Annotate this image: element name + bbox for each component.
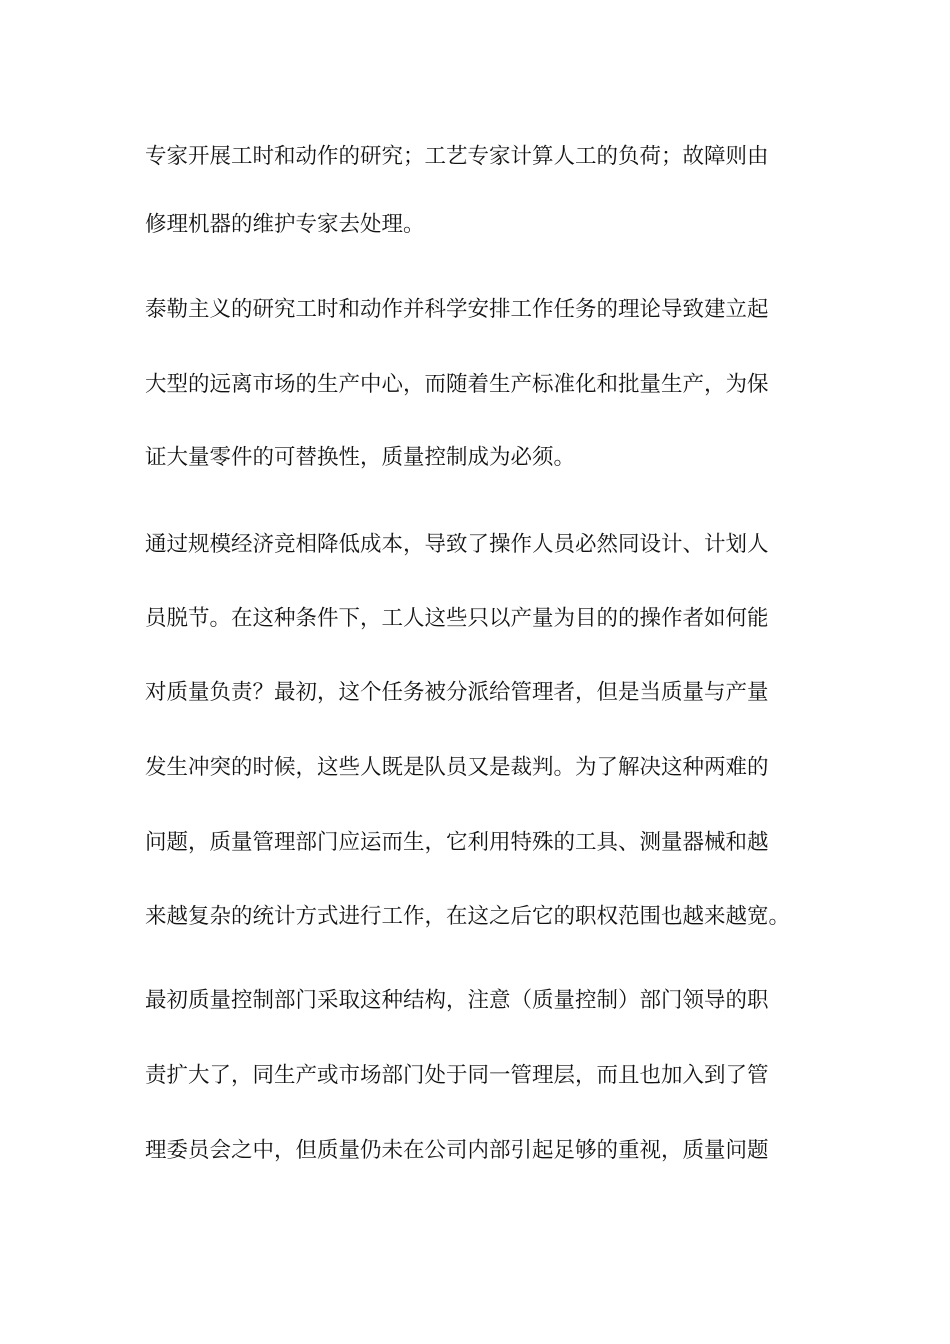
text-line-11: 来越复杂的统计方式进行工作，在这之后它的职权范围也越来越宽。: [145, 904, 791, 929]
text-line-6: 通过规模经济竞相降低成本，导致了操作人员必然同设计、计划人: [145, 532, 769, 557]
text-line-2: 修理机器的维护专家去处理。: [145, 212, 425, 237]
text-line-5: 证大量零件的可替换性，质量控制成为必须。: [145, 445, 576, 470]
text-line-8: 对质量负责？最初，这个任务被分派给管理者，但是当质量与产量: [145, 680, 769, 705]
text-line-13: 责扩大了，同生产或市场部门处于同一管理层，而且也加入到了管: [145, 1063, 769, 1088]
text-line-14: 理委员会之中，但质量仍未在公司内部引起足够的重视，质量问题: [145, 1138, 769, 1163]
text-line-10: 问题，质量管理部门应运而生，它利用特殊的工具、测量器械和越: [145, 830, 769, 855]
text-line-9: 发生冲突的时候，这些人既是队员又是裁判。为了解决这种两难的: [145, 755, 769, 780]
text-line-1: 专家开展工时和动作的研究；工艺专家计算人工的负荷；故障则由: [145, 144, 769, 169]
text-line-3: 泰勒主义的研究工时和动作并科学安排工作任务的理论导致建立起: [145, 297, 769, 322]
text-line-4: 大型的远离市场的生产中心，而随着生产标准化和批量生产，为保: [145, 372, 769, 397]
text-line-7: 员脱节。在这种条件下，工人这些只以产量为目的的操作者如何能: [145, 606, 769, 631]
text-line-12: 最初质量控制部门采取这种结构，注意（质量控制）部门领导的职: [145, 988, 769, 1013]
